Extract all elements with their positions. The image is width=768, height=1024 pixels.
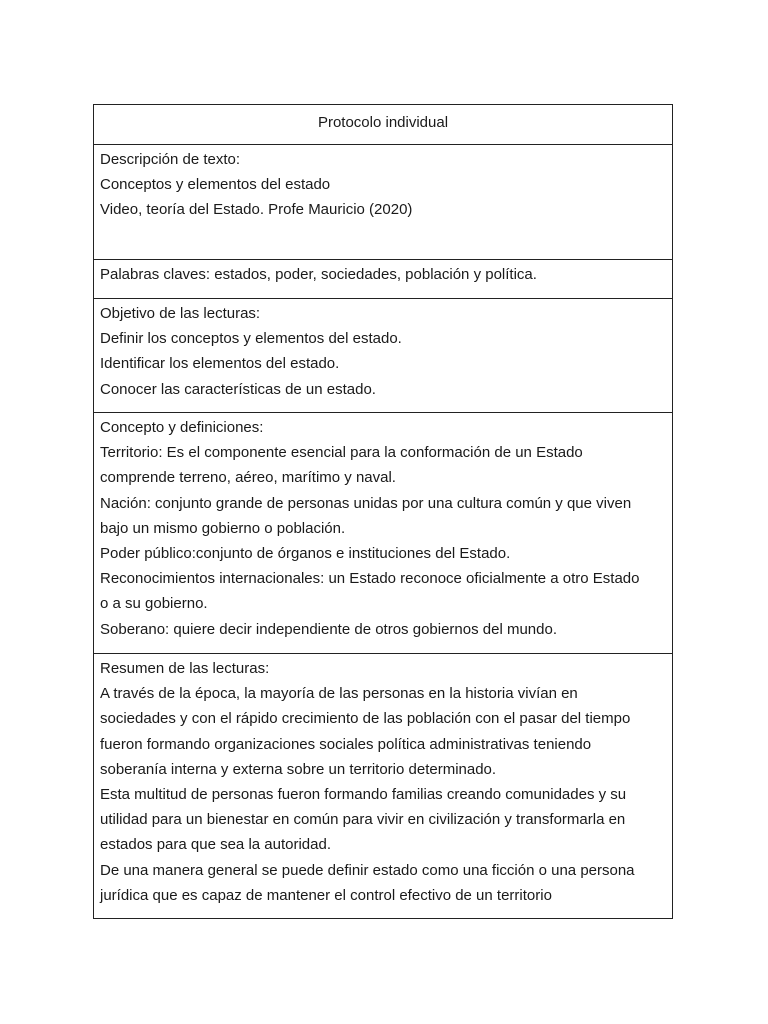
concepto-line: Territorio: Es el componente esencial para la conformación de un Estado: [100, 444, 583, 462]
resumen-line: estados para que sea la autoridad.: [100, 836, 331, 854]
concepto-line: Reconocimientos internacionales: un Estado reconoce oficialmente a otro Estado: [100, 570, 640, 588]
palabras-claves-text: Palabras claves: estados, poder, sociedades, población y política.: [100, 266, 537, 283]
concepto-line: Nación: conjunto grande de personas unidas por una cultura común y que viven: [100, 494, 632, 512]
section-palabras-claves: [94, 259, 672, 298]
section-resumen: [94, 653, 672, 918]
concepto-line: Soberano: quiere decir independiente de otros gobiernos del mundo.: [100, 620, 557, 638]
resumen-line: De una manera general se puede definir estado como una ficción o una persona: [100, 861, 635, 879]
resumen-line: jurídica que es capaz de mantener el control efectivo de un territorio: [100, 886, 552, 904]
descripcion-heading: Descripción de texto:: [100, 151, 241, 168]
title-row: [94, 105, 672, 144]
section-objetivo: [94, 298, 672, 412]
resumen-line: soberanía interna y externa sobre un territorio determinado.: [100, 760, 497, 778]
table-title: Protocolo individual: [317, 114, 449, 131]
section-descripcion: [94, 144, 672, 259]
resumen-line: utilidad para un bienestar en común para vivir en civilización y transformarla en: [100, 811, 626, 829]
protocol-table: [93, 104, 673, 919]
concepto-heading: Concepto y definiciones:: [100, 419, 264, 436]
resumen-line: A través de la época, la mayoría de las personas en la historia vivían en: [100, 685, 578, 703]
descripcion-line: Video, teoría del Estado. Profe Mauricio (2020): [100, 201, 413, 219]
concepto-line: Poder público:conjunto de órganos e instituciones del Estado.: [100, 545, 511, 563]
objetivo-line: Identificar los elementos del estado.: [100, 355, 340, 373]
descripcion-line: Conceptos y elementos del estado: [100, 176, 331, 194]
resumen-line: fueron formando organizaciones sociales política administrativas teniendo: [100, 735, 592, 753]
resumen-heading: Resumen de las lecturas:: [100, 660, 270, 677]
objetivo-heading: Objetivo de las lecturas:: [100, 305, 261, 322]
concepto-line: bajo un mismo gobierno o población.: [100, 519, 346, 537]
objetivo-line: Definir los conceptos y elementos del estado.: [100, 330, 402, 348]
section-concepto: [94, 412, 672, 653]
concepto-line: comprende terreno, aéreo, marítimo y naval.: [100, 469, 396, 487]
resumen-line: sociedades y con el rápido crecimiento de las población con el pasar del tiempo: [100, 710, 631, 728]
objetivo-line: Conocer las características de un estado.: [100, 380, 376, 398]
concepto-line: o a su gobierno.: [100, 595, 208, 613]
resumen-line: Esta multitud de personas fueron formando familias creando comunidades y su: [100, 786, 627, 804]
